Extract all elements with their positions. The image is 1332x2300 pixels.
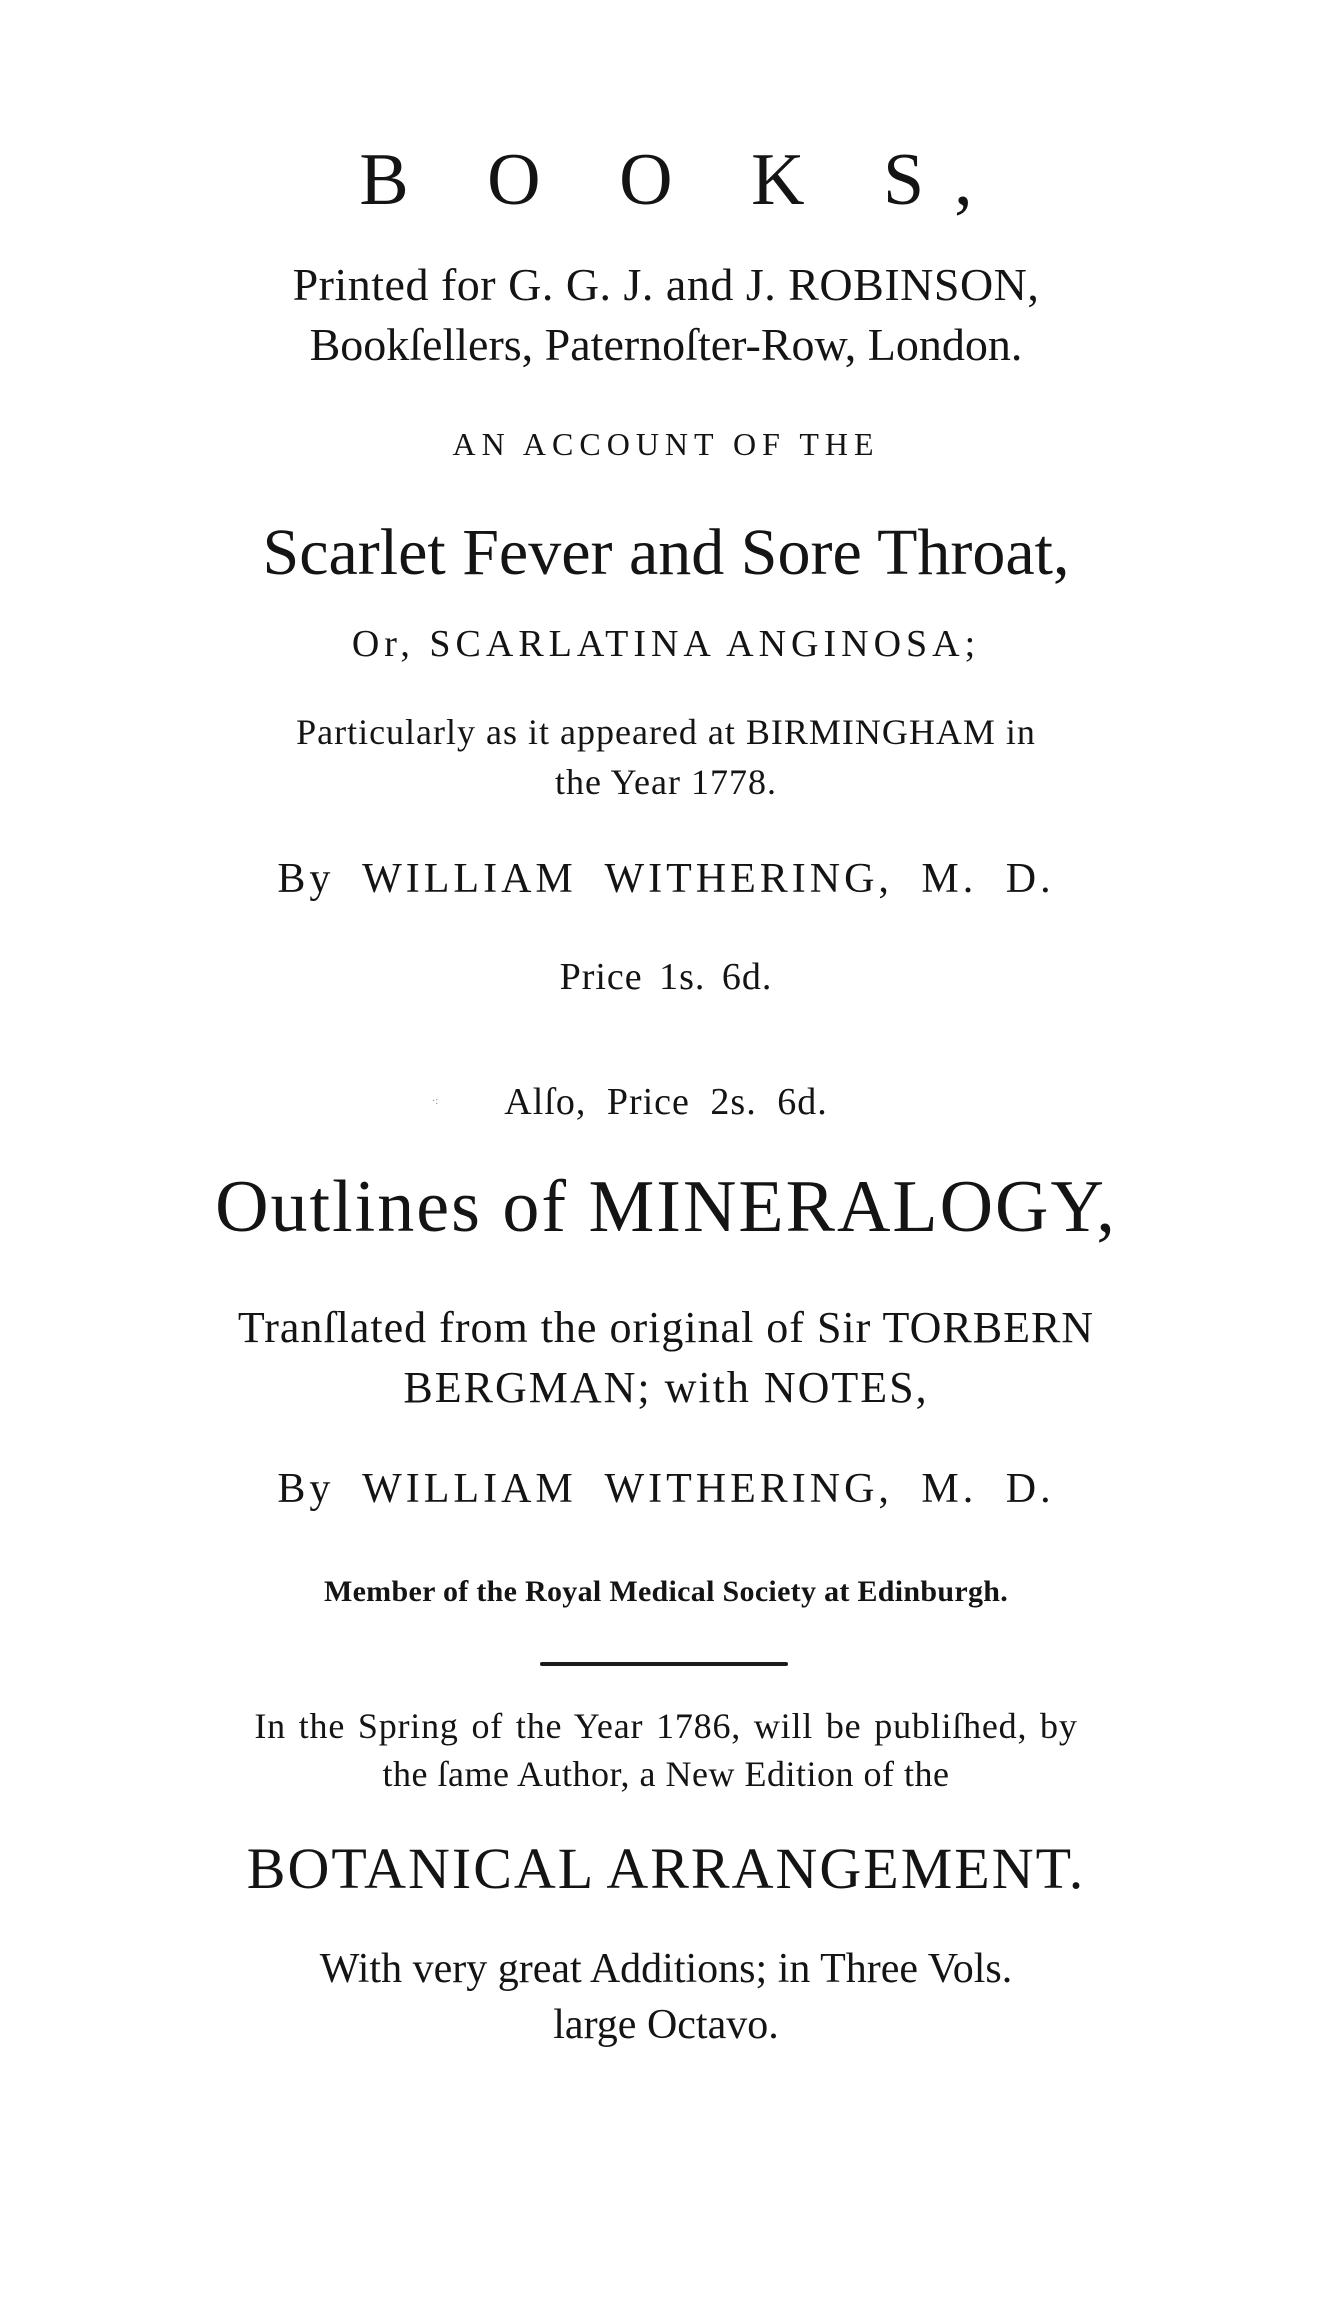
book2-translated-line1: Tranſlated from the original of Sir TORBERN xyxy=(237,1303,1095,1352)
section-divider-rule xyxy=(540,1662,788,1666)
book2-author: By WILLIAM WITHERING, M. D. xyxy=(277,1466,1055,1512)
book2-membership: Member of the Royal Medical Society at Edinburgh. xyxy=(323,1575,1009,1608)
book1-price: Price 1s. 6d. xyxy=(559,956,773,998)
book1-subtitle: Or, SCARLATINA ANGINOSA; xyxy=(351,623,981,665)
book1-author: By WILLIAM WITHERING, M. D. xyxy=(277,856,1055,902)
book1-description-line2: the Year 1778. xyxy=(555,762,777,802)
book3-announcement-line2: the ſame Author, a New Edition of the xyxy=(382,1754,950,1794)
page-heading: B O O K S, xyxy=(359,139,1003,221)
book1-description-line1: Particularly as it appeared at BIRMINGHAM in xyxy=(296,712,1036,752)
book2-title: Outlines of MINERALOGY, xyxy=(215,1166,1117,1248)
book2-translated-line2: BERGMAN; with NOTES, xyxy=(403,1363,929,1412)
ink-speck-mark: ·: xyxy=(432,1096,439,1107)
printer-line: Printed for G. G. J. and J. ROBINSON, xyxy=(292,259,1040,310)
book3-announcement-line1: In the Spring of the Year 1786, will be publiſhed, by xyxy=(254,1706,1078,1746)
book3-details-line2: large Octavo. xyxy=(553,2002,779,2048)
book2-also-price: Alſo, Price 2s. 6d. xyxy=(504,1081,828,1123)
book3-title: BOTANICAL ARRANGEMENT. xyxy=(246,1836,1086,1901)
book3-details-line1: With very great Additions; in Three Vols. xyxy=(319,1946,1013,1992)
book1-title: Scarlet Fever and Sore Throat, xyxy=(262,516,1070,589)
book1-intro: AN ACCOUNT OF THE xyxy=(452,426,880,462)
address-line: Bookſellers, Paternoſter-Row, London. xyxy=(309,319,1023,370)
